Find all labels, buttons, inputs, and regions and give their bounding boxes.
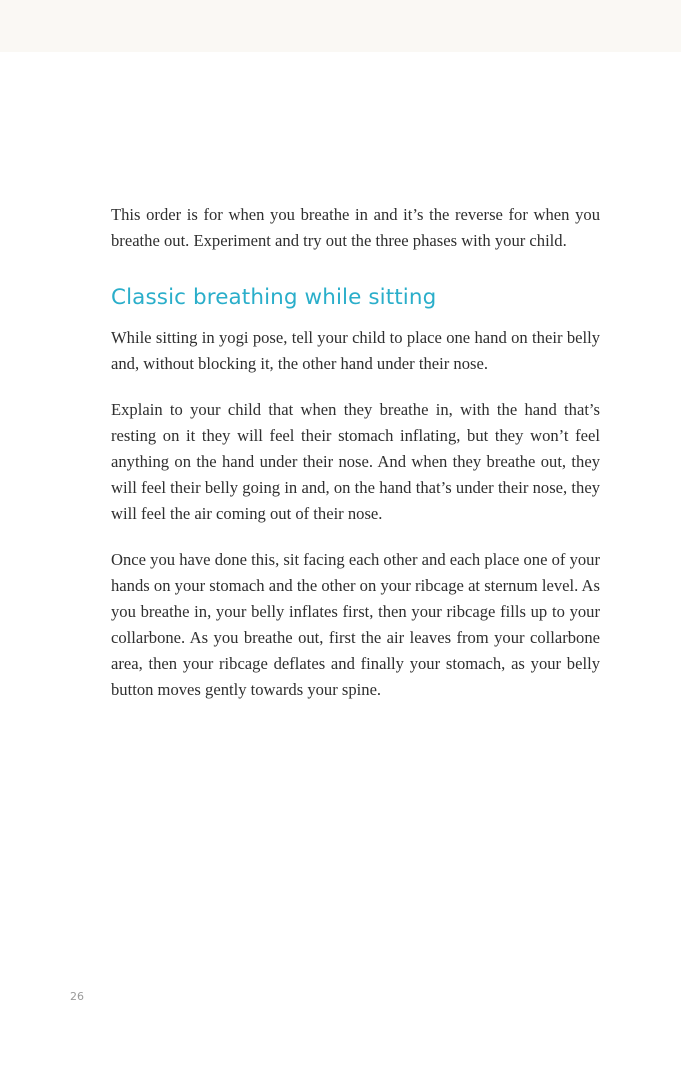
body-paragraph-3: Once you have done this, sit facing each other and each place one of your hands on your stomach and the other on your ribcage at sternum level. As you breathe in, your belly inflates first, then your ribcage fills up to your collarbone. As you breathe out, first the air leaves from your collarbone area, then your ribcage deflates and finally your stomach, as your belly button moves gently towards your spine. — [111, 550, 600, 699]
body-paragraph-2: Explain to your child that when they breathe in, with the hand that’s resting on it they will feel their stomach inflating, but they won’t feel anything on the hand under their nose. And when they breathe out, they will feel their belly going in and, on the hand that’s under their nose, they will feel the air coming out of their nose. — [111, 400, 600, 523]
page-number: 26 — [70, 990, 84, 1003]
text-column — [111, 202, 600, 703]
body-paragraph-1: While sitting in yogi pose, tell your child to place one hand on their belly and, without blocking it, the other hand under their nose. — [111, 328, 600, 373]
section-heading: Classic breathing while sitting — [111, 285, 437, 310]
intro-paragraph: This order is for when you breathe in and it’s the reverse for when you breathe out. Experiment and try out the three phases with your child. — [111, 205, 600, 250]
